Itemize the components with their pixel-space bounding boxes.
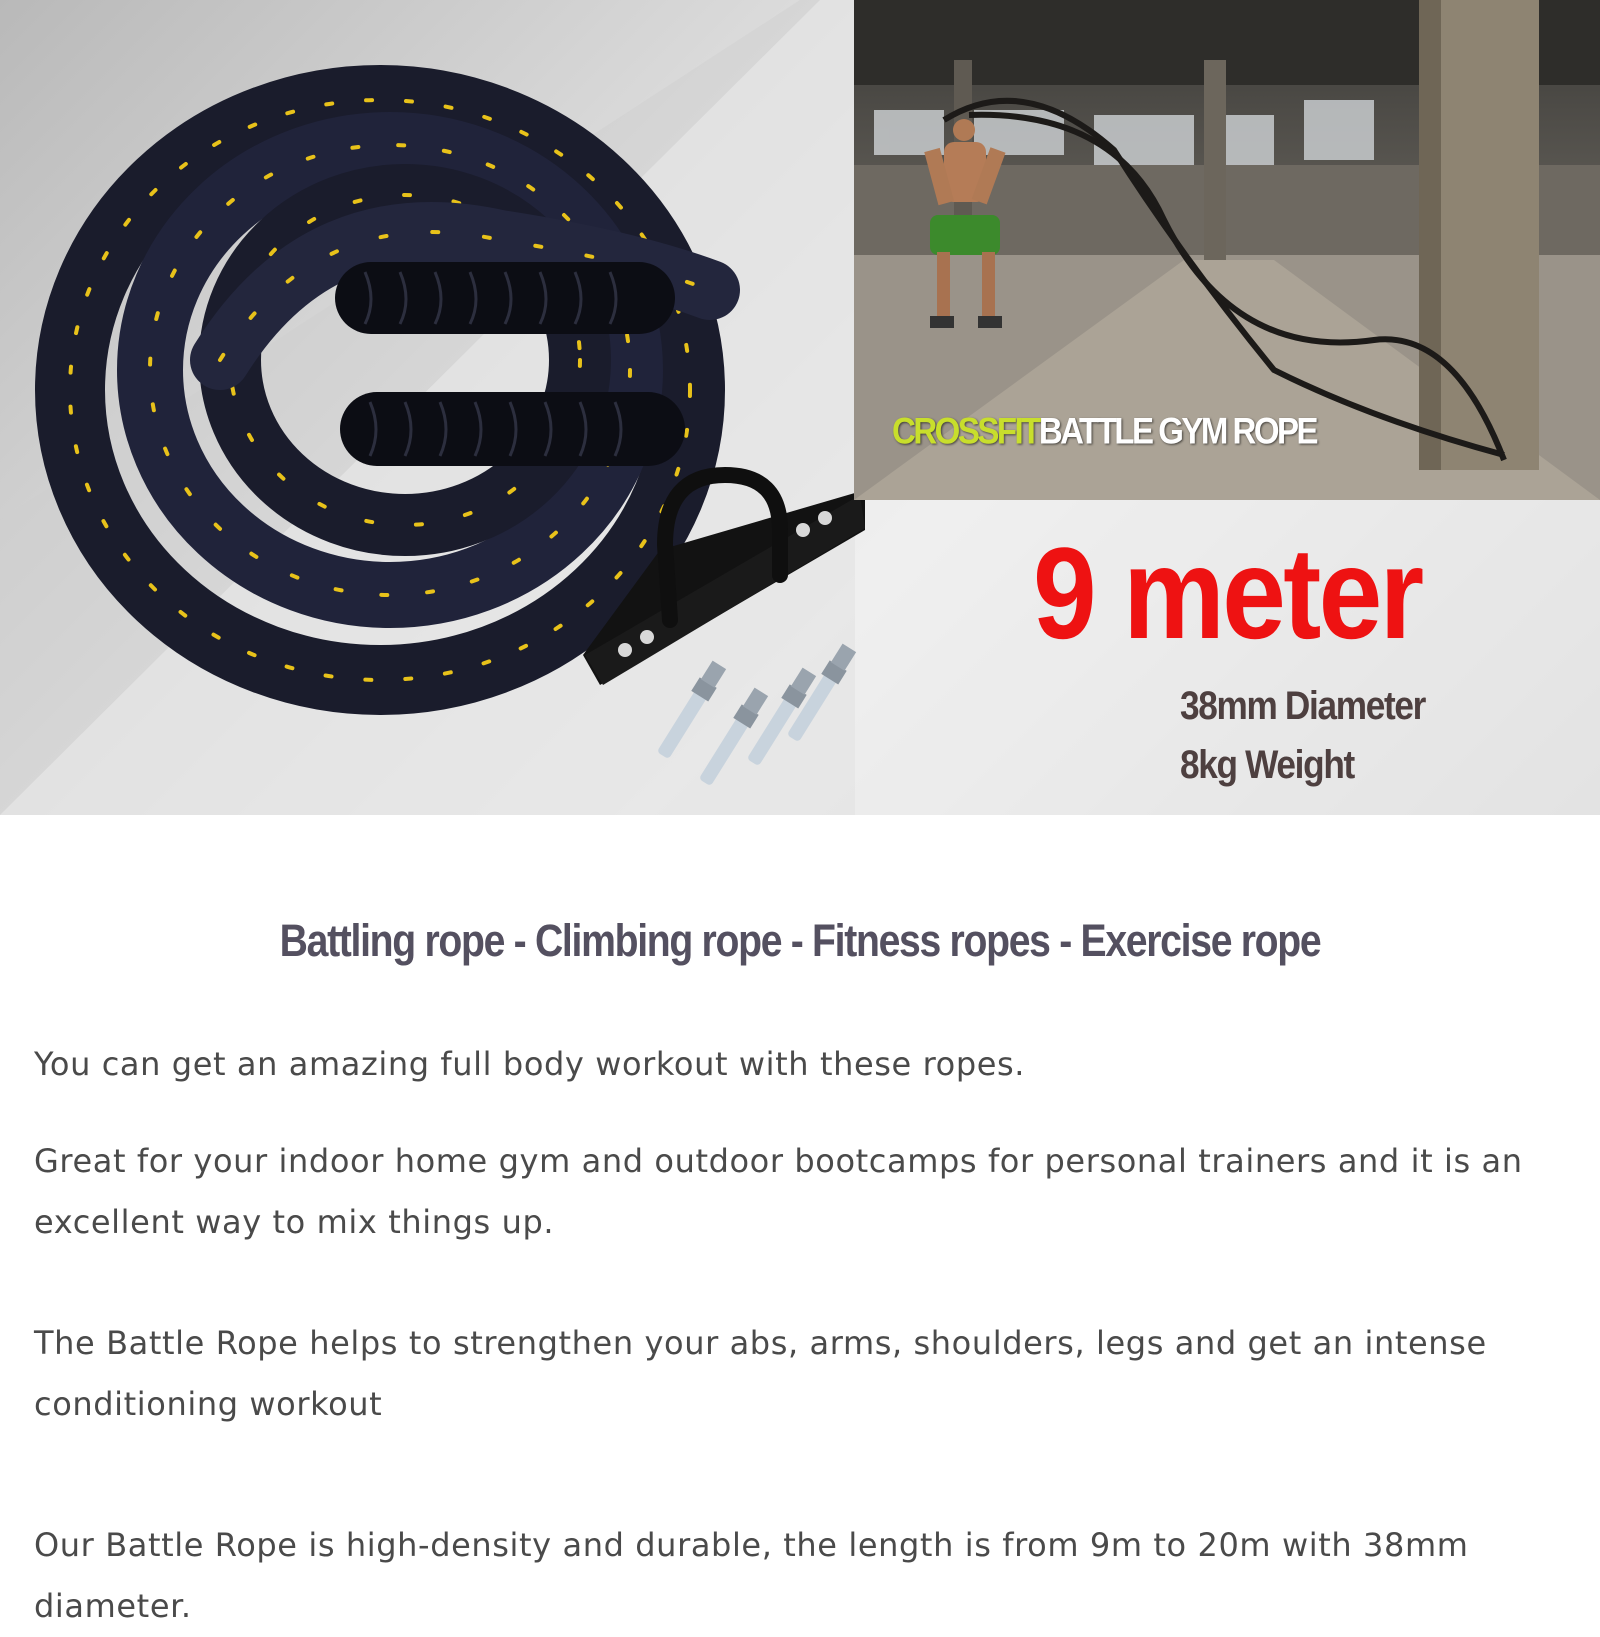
- caption-main-text: BATTLE GYM ROPE: [1038, 409, 1317, 452]
- rope-diameter: 38mm Diameter: [1180, 684, 1426, 728]
- description-paragraph: The Battle Rope helps to strengthen your abs, arms, shoulders, legs and get an intense conditioning workout: [34, 1324, 1487, 1423]
- gym-photo: [854, 0, 1600, 500]
- caption-accent-text: CROSSFIT: [892, 409, 1039, 452]
- description-paragraph: You can get an amazing full body workout with these ropes.: [34, 1045, 1026, 1083]
- product-heading: Battling rope - Climbing rope - Fitness ropes - Exercise rope: [279, 915, 1321, 966]
- product-banner: [0, 0, 1600, 815]
- rope-weight: 8kg Weight: [1180, 743, 1354, 787]
- bolt-image: [654, 643, 858, 788]
- photo-caption: [892, 410, 1316, 453]
- wall-anchor-image: [585, 470, 930, 790]
- description-paragraph: Great for your indoor home gym and outdoor bootcamps for personal trainers and it is an excellent way to mix things up.: [34, 1142, 1523, 1241]
- rope-length: 9 meter: [1033, 520, 1422, 666]
- description-paragraph: Our Battle Rope is high-density and durable, the length is from 9m to 20m with 38mm diameter.: [34, 1526, 1469, 1625]
